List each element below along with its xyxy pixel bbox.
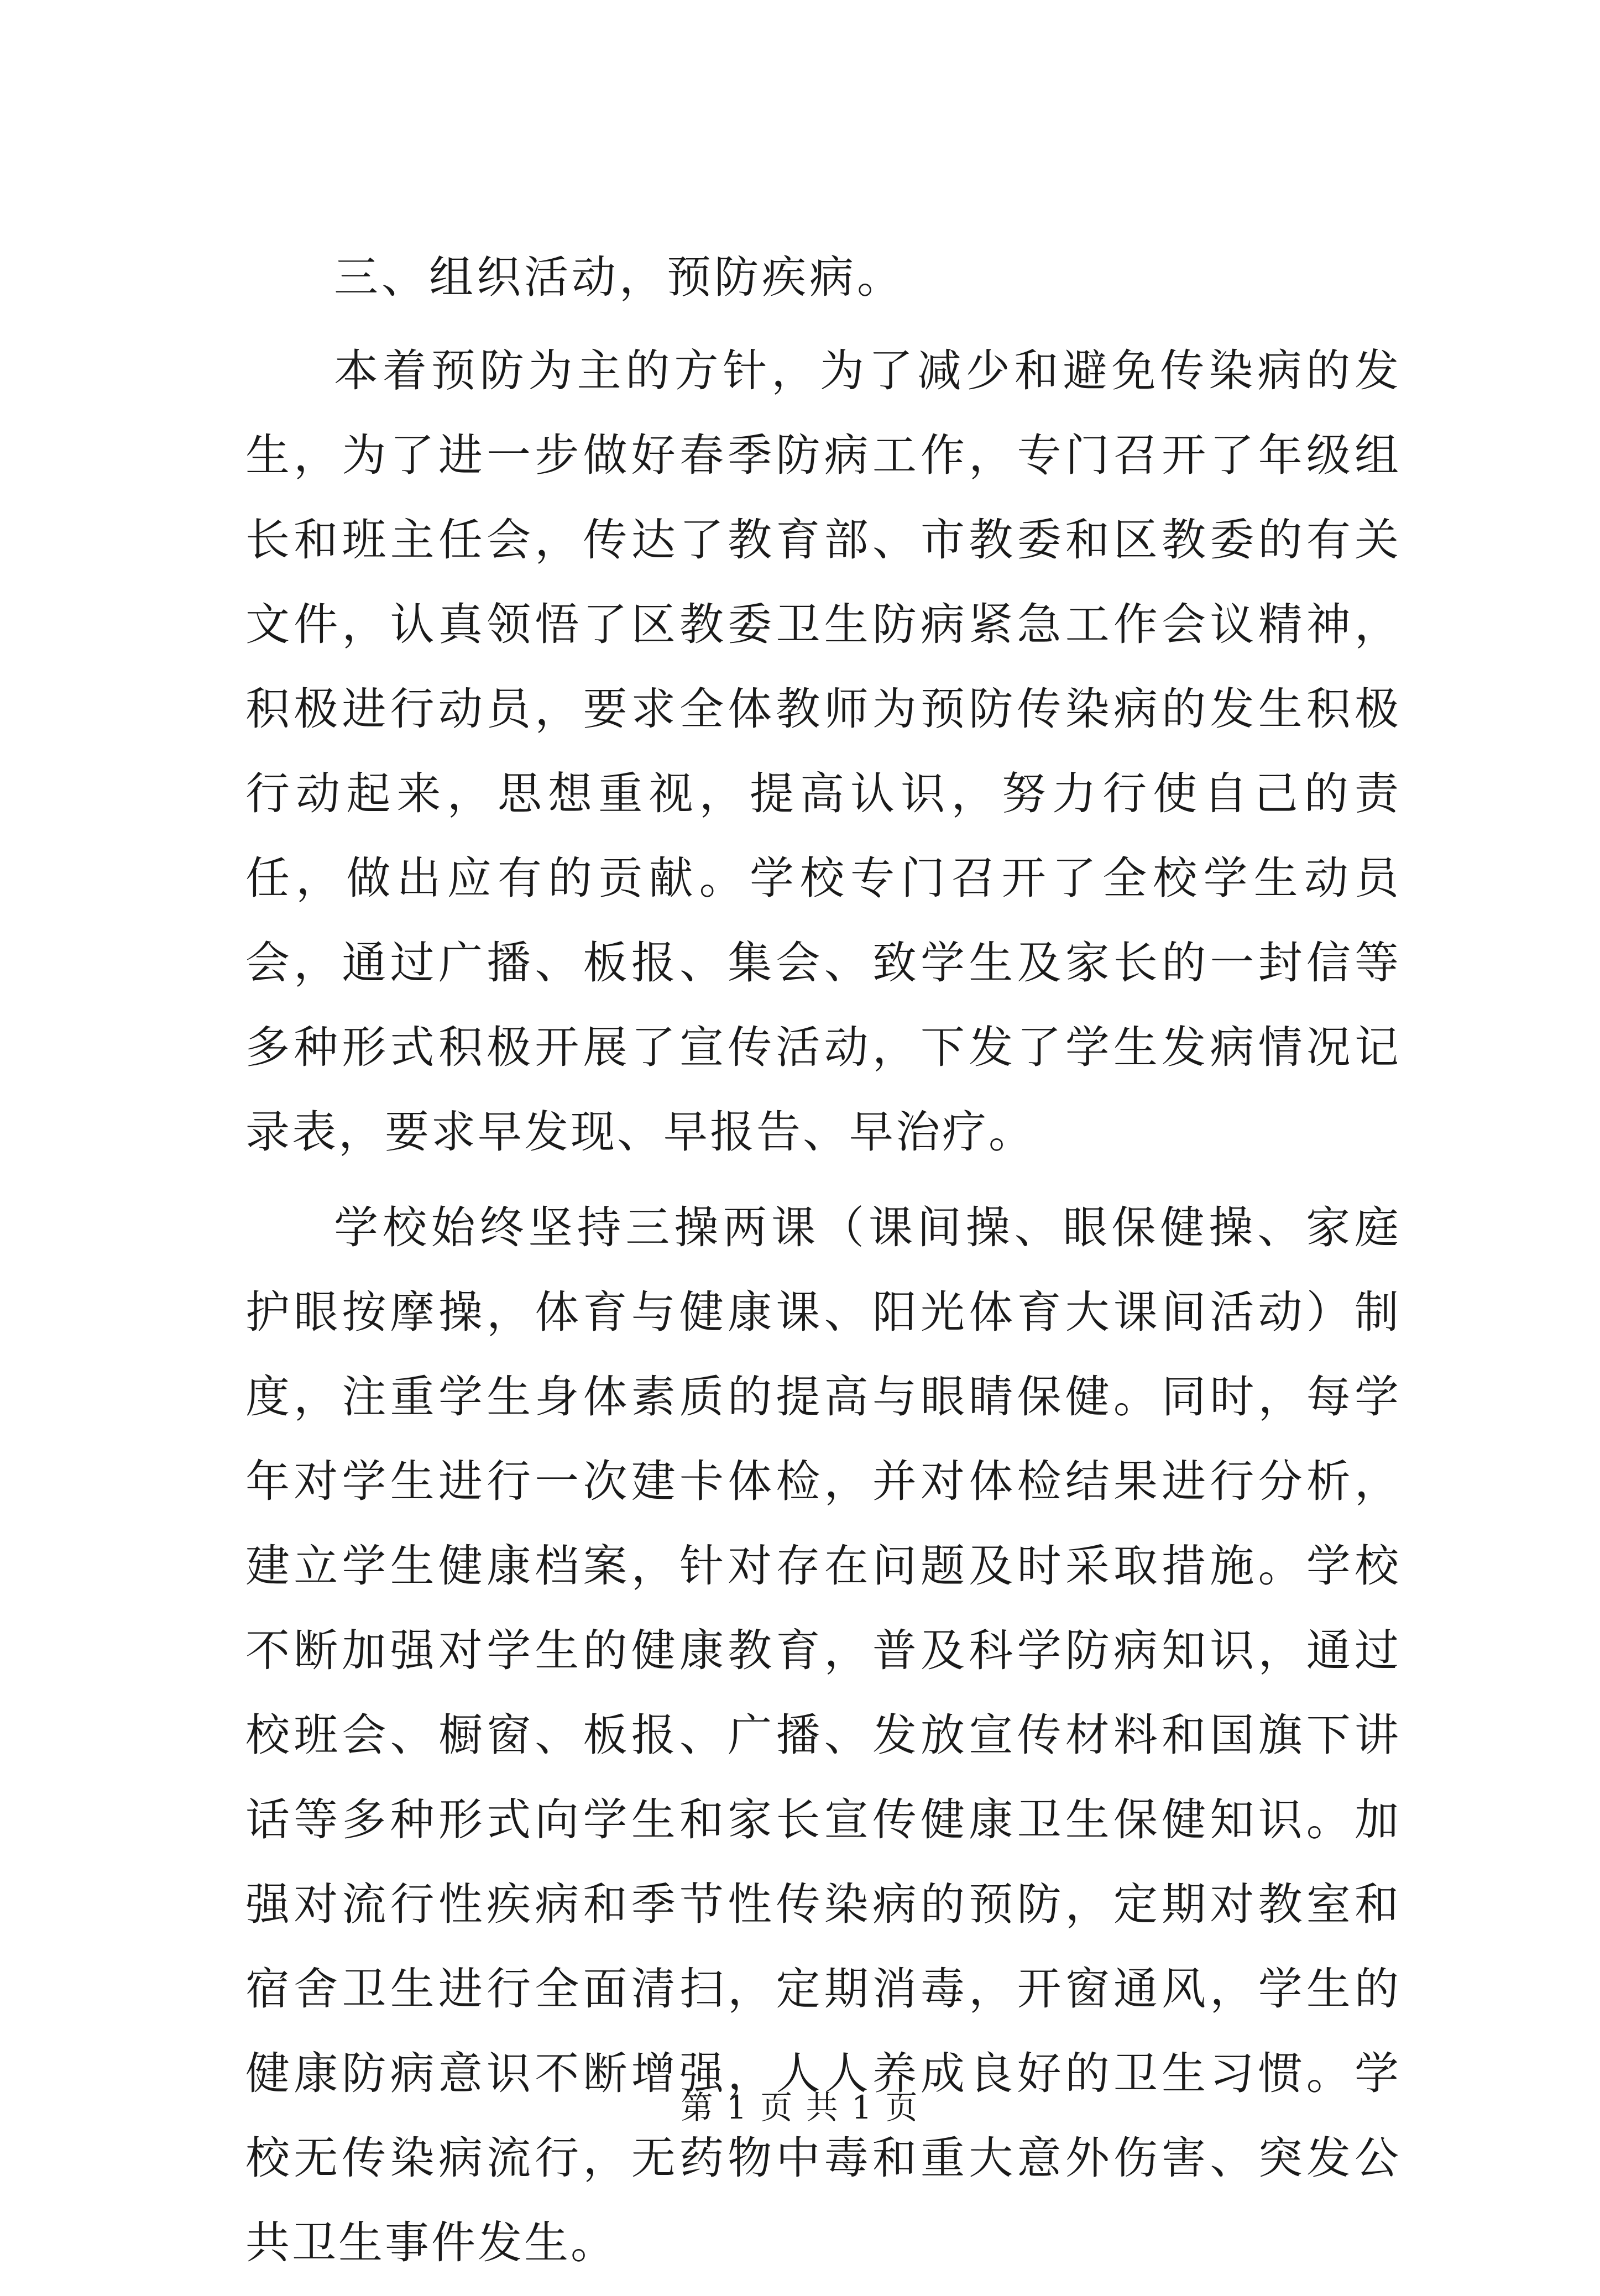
paragraph-health-education: 学校始终坚持三操两课（课间操、眼保健操、家庭护眼按摩操，体育与健康课、阳光体育大课间活动）制度，注重学生身体素质的提高与眼睛保健。同时，每学年对学生进行一次建卡体检，并对体检结果进行分析，建立学生健康档案，针对存在问题及时采取措施。学校不断加强对学生的健康教育，普及科学防病知识，通过校班会、橱窗、板报、广播、发放宣传材料和国旗下讲话等多种形式向学生和家长宣传健康卫生保健知识。加强对流行性疾病和季节性传染病的预防，定期对教室和宿舍卫生进行全面清扫，定期消毒，开窗通风，学生的健康防病意识不断增强，人人养成良好的卫生习惯。学校无传染病流行，无药物中毒和重大意外伤害、突发公共卫生事件发生。 — [245, 1202, 1401, 2268]
paragraph-epidemic-prevention: 本着预防为主的方针，为了减少和避免传染病的发生，为了进一步做好春季防病工作，专门召开了年级组长和班主任会，传达了教育部、市教委和区教委的有关文件，认真领悟了区教委卫生防病紧急工作会议精神，积极进行动员，要求全体教师为预防传染病的发生积极行动起来，思想重视，提高认识，努力行使自己的责任，做出应有的贡献。学校专门召开了全校学生动员会，通过广播、板报、集会、致学生及家长的一封信等多种形式积极开展了宣传活动，下发了学生发病情况记录表，要求早发现、早报告、早治疗。 — [245, 345, 1401, 1158]
document-body — [245, 227, 1401, 2296]
page-footer: 第 1 页 共 1 页 — [681, 2089, 919, 2126]
section-heading: 三、组织活动，预防疾病。 — [334, 252, 904, 303]
